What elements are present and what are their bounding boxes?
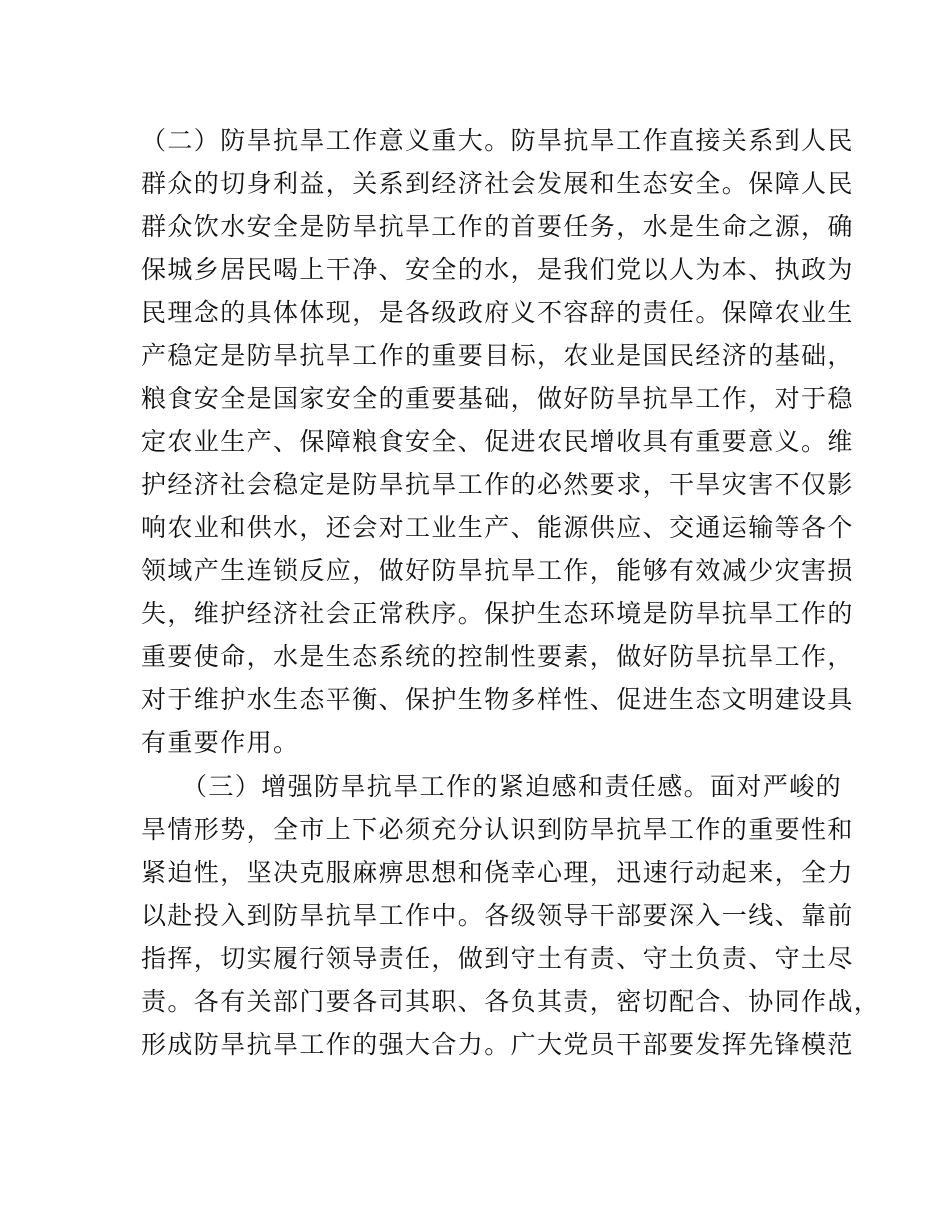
text-line: 形成防旱抗旱工作的强大合力。广大党员干部要发挥先锋模范 [141,1030,854,1059]
text-line: 产稳定是防旱抗旱工作的重要目标，农业是国民经济的基础， [141,341,854,370]
text-line: 群众的切身利益，关系到经济社会发展和生态安全。保障人民 [141,169,854,198]
text-line: 保城乡居民喝上干净、安全的水，是我们党以人为本、执政为 [141,255,854,284]
text-line-indented: （三）增强防旱抗旱工作的紧迫感和责任感。面对严峻的 [182,772,843,801]
text-line: 指挥，切实履行领导责任，做到守土有责、守土负责、守土尽 [141,944,854,973]
text-line: 紧迫性，坚决克服麻痹思想和侥幸心理，迅速行动起来，全力 [141,858,854,887]
text-line: 失，维护经济社会正常秩序。保护生态环境是防旱抗旱工作的 [141,599,854,628]
text-line: 群众饮水安全是防旱抗旱工作的首要任务，水是生命之源，确 [141,212,854,241]
text-line: 民理念的具体体现，是各级政府义不容辞的责任。保障农业生 [141,298,854,327]
text-line: （二）防旱抗旱工作意义重大。防旱抗旱工作直接关系到人民 [141,126,854,155]
paragraph-urgency [141,765,881,1066]
text-line: 粮食安全是国家安全的重要基础，做好防旱抗旱工作，对于稳 [141,384,854,413]
text-line: 有重要作用。 [141,728,300,757]
text-line: 对于维护水生态平衡、保护生物多样性、促进生态文明建设具 [141,685,854,714]
text-line: 响农业和供水，还会对工业生产、能源供应、交通运输等各个 [141,513,854,542]
text-line: 护经济社会稳定是防旱抗旱工作的必然要求，干旱灾害不仅影 [141,470,854,499]
text-line: 重要使命，水是生态系统的控制性要素，做好防旱抗旱工作， [141,642,854,671]
text-line: 定农业生产、保障粮食安全、促进农民增收具有重要意义。维 [141,427,854,456]
text-line: 以赴投入到防旱抗旱工作中。各级领导干部要深入一线、靠前 [141,901,854,930]
paragraph-significance [141,119,854,764]
text-line: 领域产生连锁反应，做好防旱抗旱工作，能够有效减少灾害损 [141,556,854,585]
text-line: 责。各有关部门要各司其职、各负其责，密切配合、协同作战， [141,987,881,1016]
text-line: 旱情形势，全市上下必须充分认识到防旱抗旱工作的重要性和 [141,815,854,844]
